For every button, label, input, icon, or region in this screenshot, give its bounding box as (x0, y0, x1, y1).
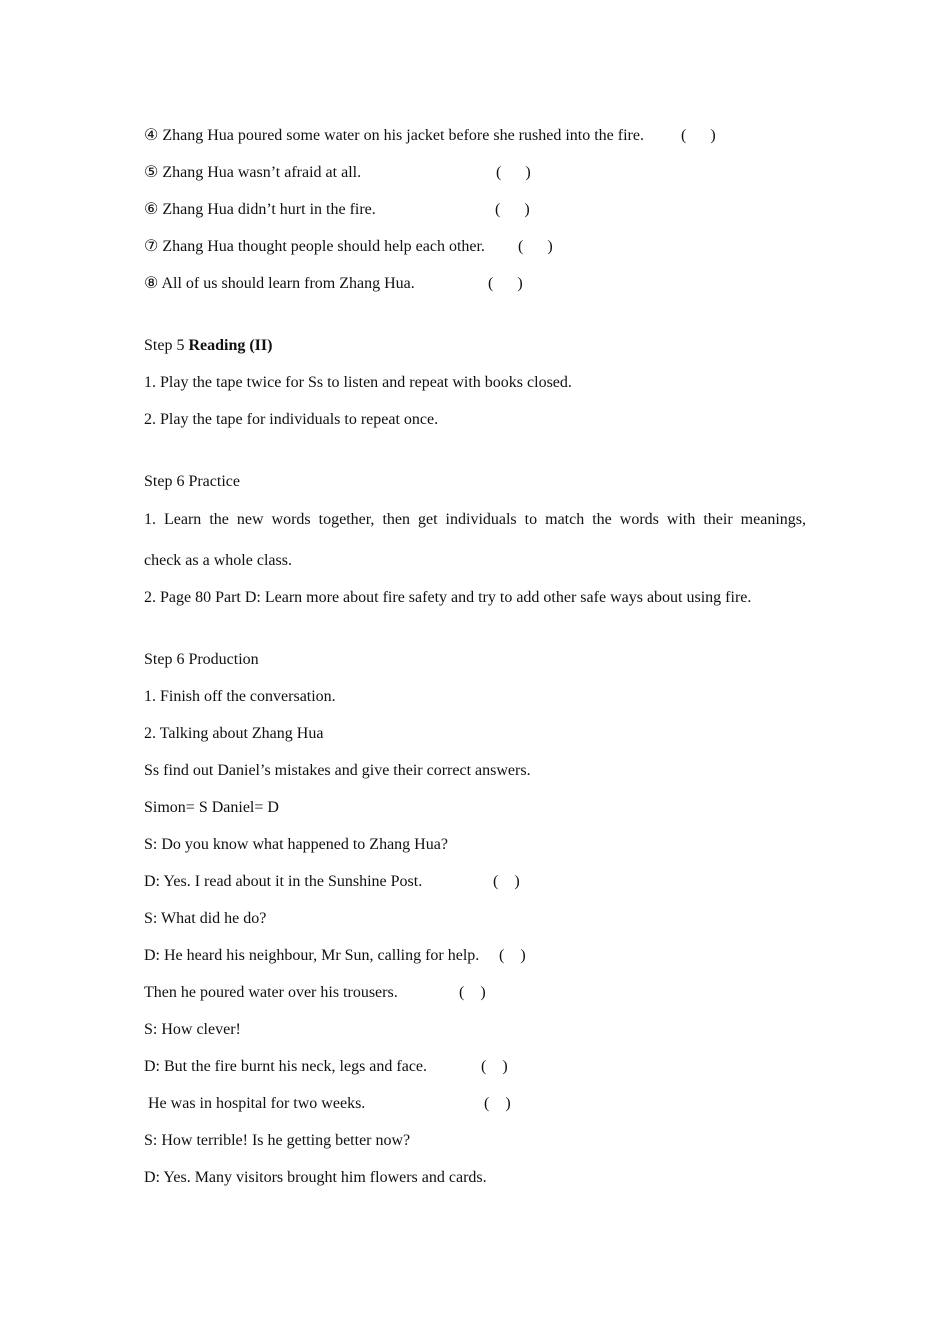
answer-blank: ( ) (499, 947, 526, 964)
answer-blank: ( ) (459, 984, 486, 1001)
statement-5: ⑤ Zhang Hua wasn’t afraid at all. (144, 164, 362, 181)
dialogue-line: D: He heard his neighbour, Mr Sun, calling for help. (144, 947, 480, 964)
statement-4: ④ Zhang Hua poured some water on his jacket before she rushed into the fire. (144, 127, 644, 144)
production-instruction: Ss find out Daniel’s mistakes and give their correct answers. (144, 762, 531, 779)
step6-production-heading: Step 6 Production (144, 651, 259, 668)
practice-item-1-line1: 1. Learn the new words together, then get individuals to match the words with their meanings, (144, 511, 806, 528)
answer-blank: ( ) (496, 164, 531, 181)
practice-item-2: 2. Page 80 Part D: Learn more about fire safety and try to add other safe ways about using fire. (144, 589, 752, 606)
step6-practice-heading: Step 6 Practice (144, 473, 240, 490)
step5-heading (144, 336, 272, 356)
statement-8: ⑧ All of us should learn from Zhang Hua. (144, 275, 415, 292)
dialogue-line: He was in hospital for two weeks. (144, 1095, 366, 1112)
production-item-2: 2. Talking about Zhang Hua (144, 725, 324, 742)
answer-blank: ( ) (681, 127, 716, 144)
dialogue-line: S: How terrible! Is he getting better now? (144, 1132, 411, 1149)
role-legend: Simon= S Daniel= D (144, 799, 279, 816)
dialogue-line: S: Do you know what happened to Zhang Hua? (144, 836, 448, 853)
dialogue-line: S: What did he do? (144, 910, 267, 927)
answer-blank: ( ) (488, 275, 523, 292)
dialogue-line: Then he poured water over his trousers. (144, 984, 398, 1001)
step5-prefix: Step 5 (144, 337, 189, 354)
dialogue-line: D: But the fire burnt his neck, legs and face. (144, 1058, 428, 1075)
step5-title: Reading (II) (188, 337, 273, 354)
step5-item-1: 1. Play the tape twice for Ss to listen and repeat with books closed. (144, 374, 572, 391)
statement-7: ⑦ Zhang Hua thought people should help each other. (144, 238, 485, 255)
answer-blank: ( ) (493, 873, 520, 890)
dialogue-line: D: Yes. I read about it in the Sunshine Post. (144, 873, 423, 890)
step5-item-2: 2. Play the tape for individuals to repeat once. (144, 411, 439, 428)
answer-blank: ( ) (484, 1095, 511, 1112)
dialogue-line: S: How clever! (144, 1021, 241, 1038)
statement-6: ⑥ Zhang Hua didn’t hurt in the fire. (144, 201, 376, 218)
production-item-1: 1. Finish off the conversation. (144, 688, 336, 705)
answer-blank: ( ) (495, 201, 530, 218)
answer-blank: ( ) (518, 238, 553, 255)
answer-blank: ( ) (481, 1058, 508, 1075)
practice-item-1-line2: check as a whole class. (144, 552, 292, 569)
dialogue-line: D: Yes. Many visitors brought him flowers and cards. (144, 1169, 487, 1186)
